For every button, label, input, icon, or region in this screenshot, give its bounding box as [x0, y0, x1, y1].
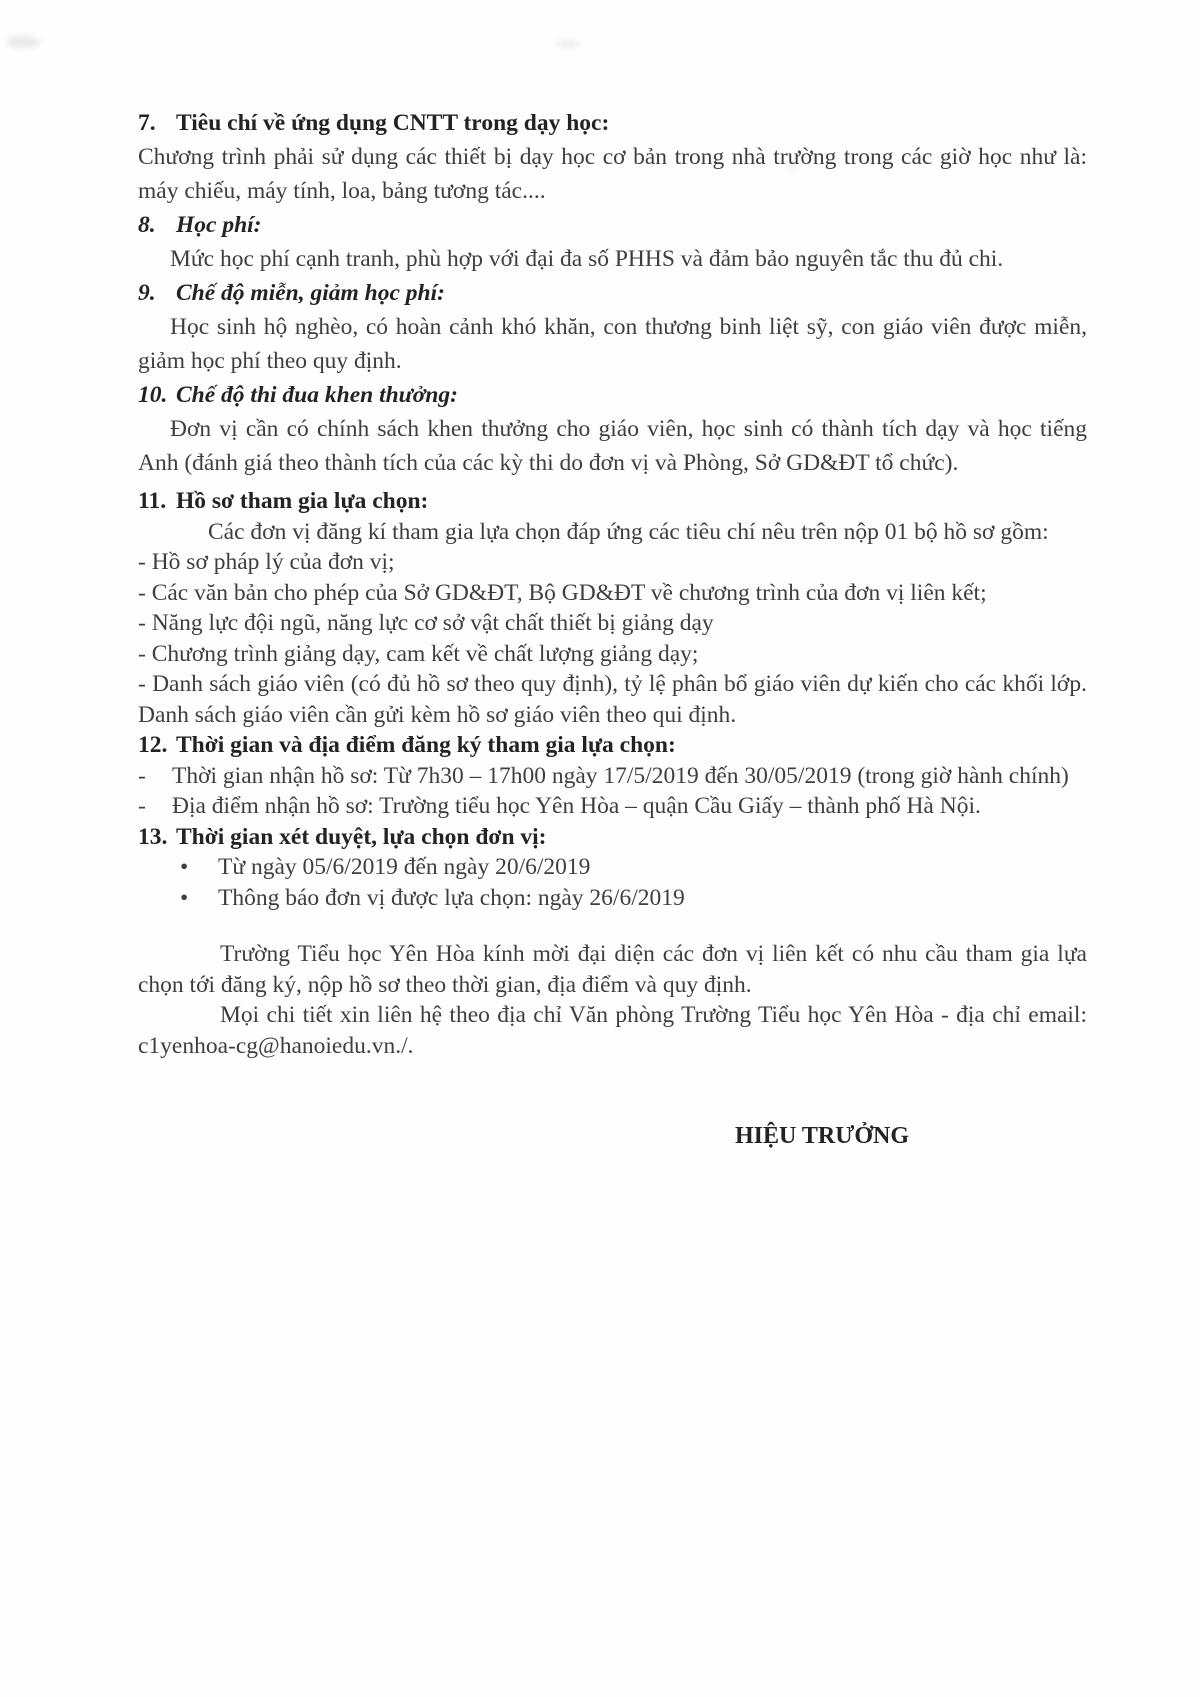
section-11-intro: Các đơn vị đăng kí tham gia lựa chọn đáp ứng các tiêu chí nêu trên nộp 01 bộ hồ sơ gồm: — [208, 518, 1049, 545]
section-10-title: Chế độ thi đua khen thưởng: — [176, 382, 458, 408]
section-9-number: 9. — [138, 280, 156, 306]
scan-smudge — [6, 36, 40, 48]
section-10-heading — [138, 378, 1087, 412]
list-item: - Năng lực đội ngũ, năng lực cơ sở vật chất thiết bị giảng dạy — [138, 610, 714, 636]
list-item — [138, 852, 1087, 883]
section-13-number: 13. — [138, 823, 168, 850]
sections-11-13 — [138, 486, 1087, 1152]
section-11-heading — [138, 486, 1087, 517]
section-7-heading — [138, 106, 1087, 140]
section-11-number: 11. — [138, 488, 167, 514]
section-13-heading — [138, 822, 1087, 853]
dash-marker: - — [138, 793, 146, 819]
closing-paragraphs — [138, 939, 1087, 1061]
section-9-title: Chế độ miễn, giảm học phí: — [176, 280, 445, 306]
bullet-marker: • — [180, 884, 189, 911]
section-9-paragraph: Học sinh hộ nghèo, có hoàn cảnh khó khăn, con thương binh liệt sỹ, con giáo viên được miễn, giảm học phí theo quy định. — [138, 314, 1087, 374]
section-10-paragraph: Đơn vị cần có chính sách khen thưởng cho giáo viên, học sinh có thành tích dạy và học tiếng Anh (đánh giá theo thành tích của các kỳ thi do đơn vị và Phòng, Sở GD&ĐT tổ chức). — [138, 416, 1087, 476]
list-item: - Hồ sơ pháp lý của đơn vị; — [138, 549, 395, 575]
section-8-title: Học phí: — [176, 212, 262, 238]
closing-paragraph: Trường Tiểu học Yên Hòa kính mời đại diện các đơn vị liên kết có nhu cầu tham gia lựa chọn tới đăng ký, nộp hồ sơ theo thời gian, địa điểm và quy định. — [138, 941, 1087, 998]
section-8-paragraph: Mức học phí cạnh tranh, phù hợp với đại đa số PHHS và đảm bảo nguyên tắc thu đủ chi. — [170, 246, 1004, 272]
section-12-heading — [138, 730, 1087, 761]
section-12-number: 12. — [138, 732, 168, 758]
section-7-number: 7. — [138, 110, 156, 136]
dash-marker: - — [138, 762, 146, 789]
list-item — [138, 791, 1087, 822]
list-item: - Các văn bản cho phép của Sở GD&ĐT, Bộ GD&ĐT về chương trình của đơn vị liên kết; — [138, 579, 987, 606]
section-8-number: 8. — [138, 212, 156, 238]
section-10-number: 10. — [138, 382, 168, 408]
list-item-text: Từ ngày 05/6/2019 đến ngày 20/6/2019 — [218, 854, 591, 880]
bullet-marker: • — [180, 854, 189, 880]
signature-title: HIỆU TRƯỞNG — [735, 1123, 910, 1149]
list-item — [138, 883, 1087, 914]
section-9-heading — [138, 276, 1087, 310]
list-item: - Chương trình giảng dạy, cam kết về chất lượng giảng dạy; — [138, 640, 699, 667]
section-8-heading — [138, 208, 1087, 242]
section-13-title: Thời gian xét duyệt, lựa chọn đơn vị: — [176, 823, 547, 850]
list-item-text: Thông báo đơn vị được lựa chọn: ngày 26/6/2019 — [218, 884, 685, 911]
list-item-text: Địa điểm nhận hồ sơ: Trường tiểu học Yên Hòa – quận Cầu Giấy – thành phố Hà Nội. — [172, 793, 981, 819]
list-item — [138, 761, 1087, 792]
list-item-text: Thời gian nhận hồ sơ: Từ 7h30 – 17h00 ngày 17/5/2019 đến 30/05/2019 (trong giờ hành chính) — [172, 762, 1069, 789]
scan-smudge — [556, 40, 580, 48]
section-7-paragraph: Chương trình phải sử dụng các thiết bị dạy học cơ bản trong nhà trường trong các giờ học như là: máy chiếu, máy tính, loa, bảng tương tác.... — [138, 144, 1087, 204]
document-body — [138, 106, 1087, 1152]
section-7-title: Tiêu chí về ứng dụng CNTT trong dạy học: — [176, 110, 610, 136]
section-12-title: Thời gian và địa điểm đăng ký tham gia lựa chọn: — [176, 732, 676, 758]
sections-7-10 — [138, 106, 1087, 480]
list-item: - Danh sách giáo viên (có đủ hồ sơ theo quy định), tỷ lệ phân bổ giáo viên dự kiến cho các khối lớp. Danh sách giáo viên cần gửi kèm hồ sơ giáo viên theo qui định. — [138, 671, 1087, 728]
section-11-title: Hồ sơ tham gia lựa chọn: — [176, 488, 429, 514]
closing-paragraph: Mọi chi tiết xin liên hệ theo địa chỉ Văn phòng Trường Tiểu học Yên Hòa - địa chỉ email: c1yenhoa-cg@hanoiedu.vn./. — [138, 1002, 1087, 1059]
